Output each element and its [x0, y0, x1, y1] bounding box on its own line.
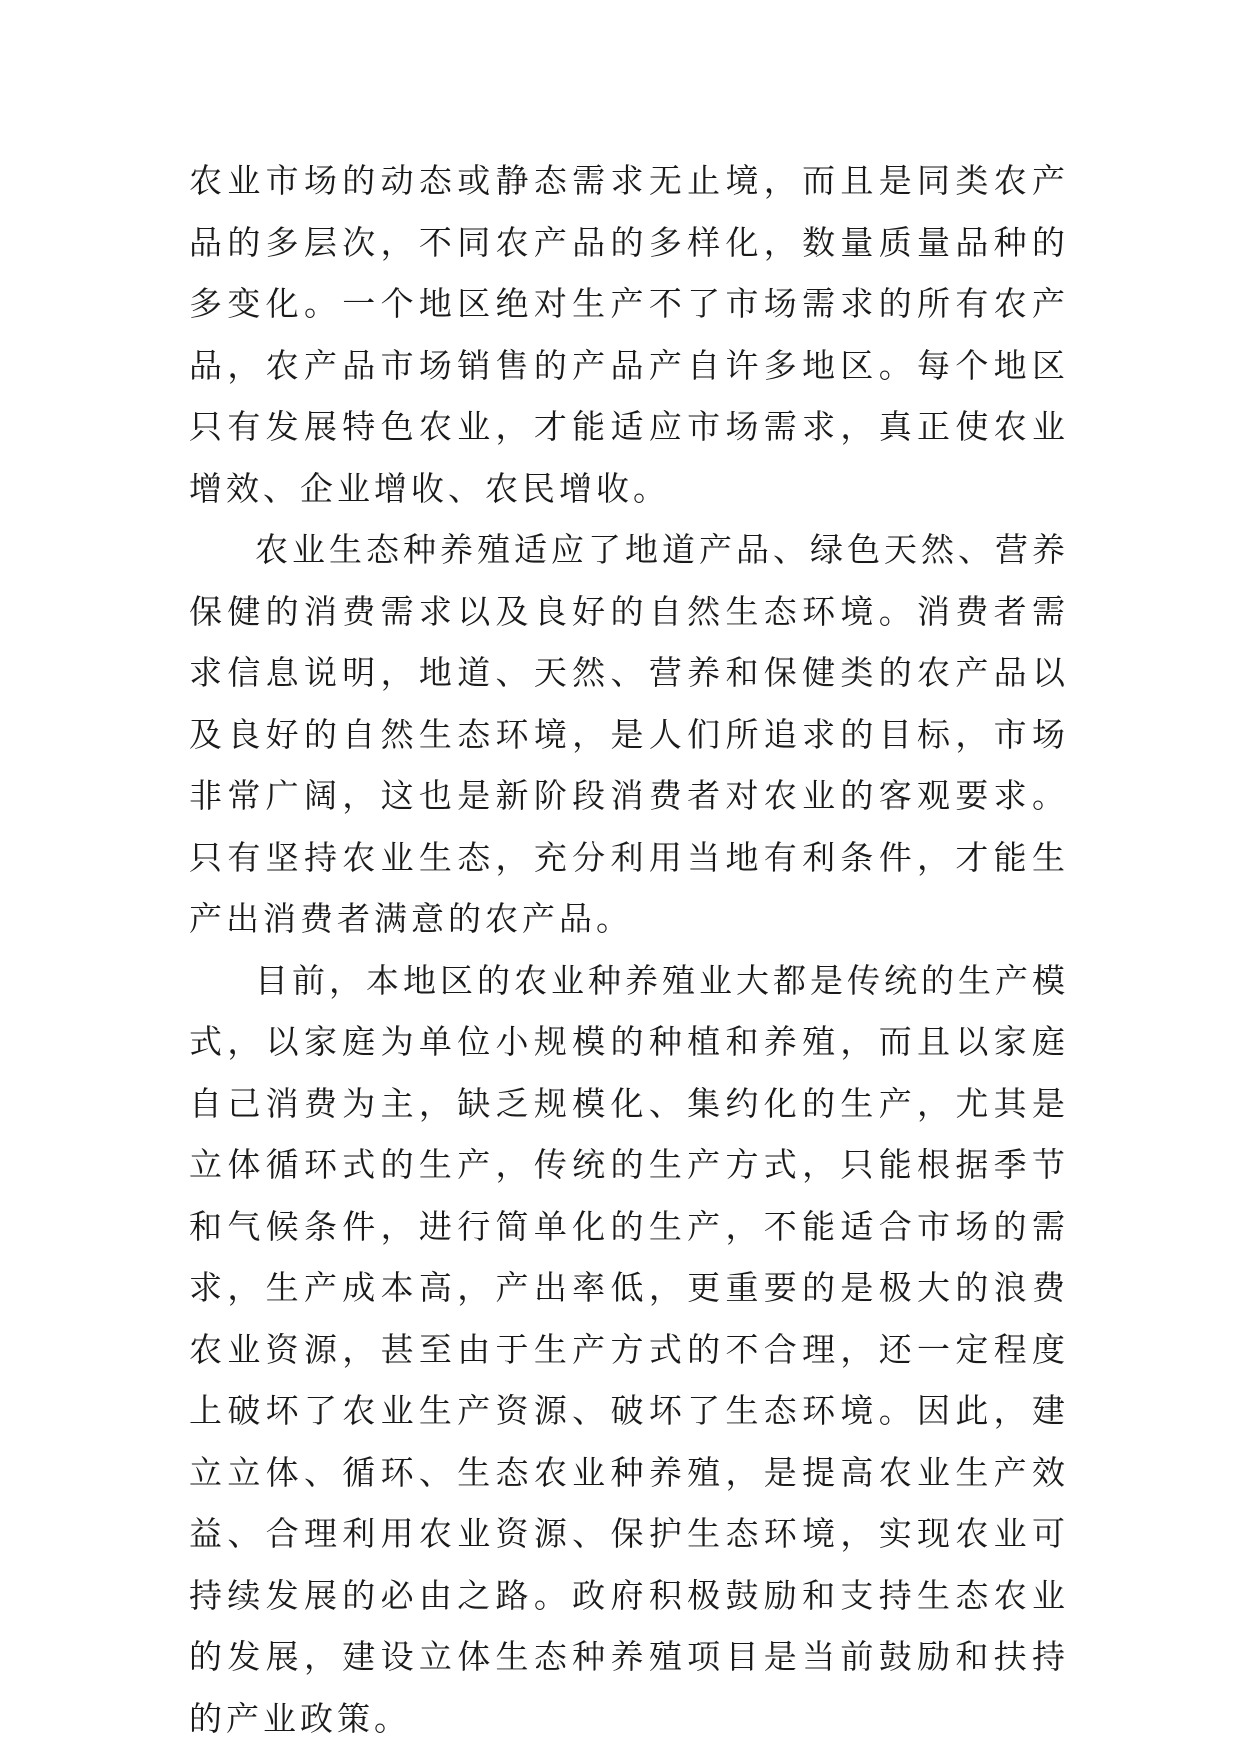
paragraph-market-demand: 农业市场的动态或静态需求无止境，而且是同类农产品的多层次，不同农产品的多样化，数量质量品种的多变化。一个地区绝对生产不了市场需求的所有农产品，农产品市场销售的产品产自许多地区。每个地区只有发展特色农业，才能适应市场需求，真正使农业增效、企业增收、农民增收。 [189, 161, 1069, 508]
paragraph-current-situation: 目前，本地区的农业种养殖业大都是传统的生产模式，以家庭为单位小规模的种植和养殖，而且以家庭自己消费为主，缺乏规模化、集约化的生产，尤其是立体循环式的生产，传统的生产方式，只能根据季节和气候条件，进行简单化的生产，不能适合市场的需求，生产成本高，产出率低，更重要的是极大的浪费农业资源，甚至由于生产方式的不合理，还一定程度上破坏了农业生产资源、破坏了生态环境。因此，建立立体、循环、生态农业种养殖，是提高农业生产效益、合理利用农业资源、保护生态环境，实现农业可持续发展的必由之路。政府积极鼓励和支持生态农业的发展，建设立体生态种养殖项目是当前鼓励和扶持的产业政策。 [189, 960, 1069, 1738]
document-body [189, 150, 1069, 1749]
paragraph-ecological-farming: 农业生态种养殖适应了地道产品、绿色天然、营养保健的消费需求以及良好的自然生态环境。消费者需求信息说明，地道、天然、营养和保健类的农产品以及良好的自然生态环境，是人们所追求的目标，市场非常广阔，这也是新阶段消费者对农业的客观要求。只有坚持农业生态，充分利用当地有利条件，才能生产出消费者满意的农产品。 [189, 530, 1069, 938]
